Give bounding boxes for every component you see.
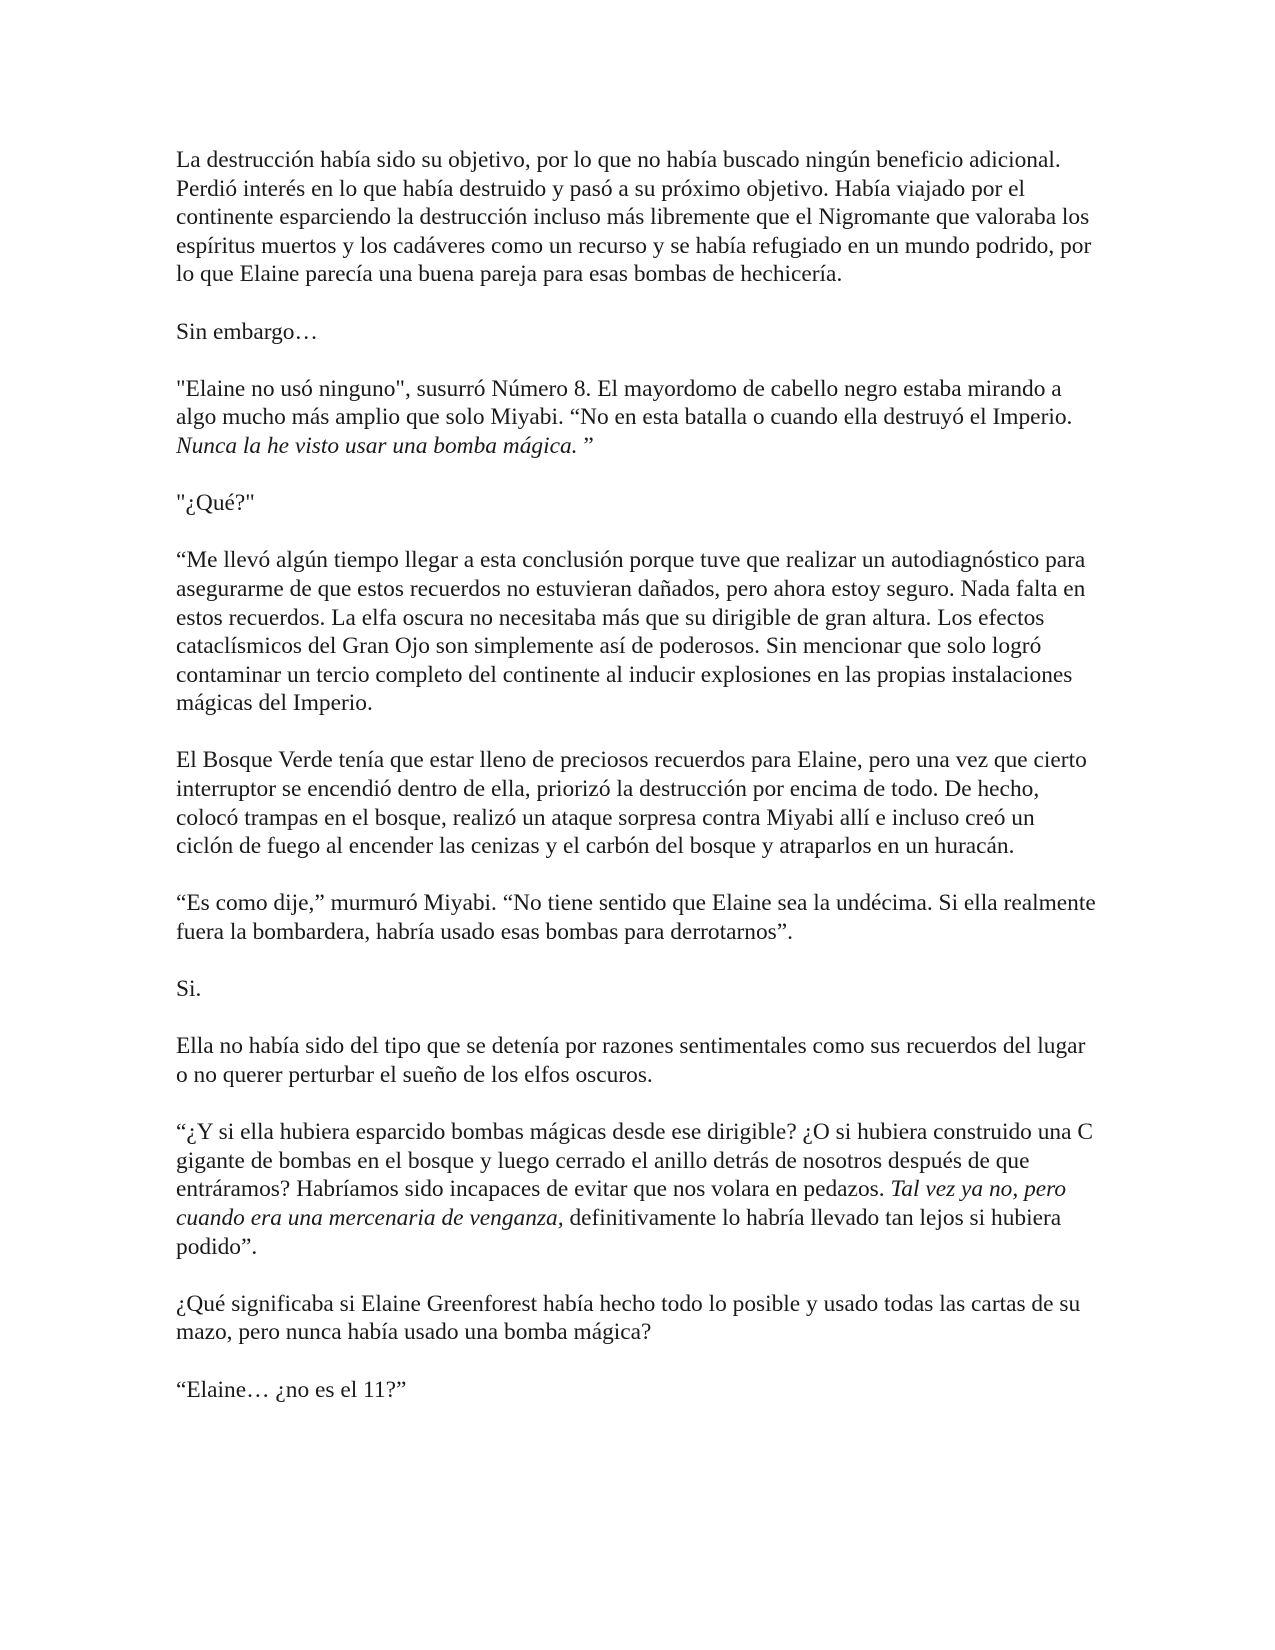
paragraph-text: “Es como dije,” murmuró Miyabi. “No tiene sentido que Elaine sea la undécima. Si ella realmente fuera la bombardera, habría usado esas bombas para derrotarnos”. [176,890,1096,946]
paragraph-text: "¿Qué?" [176,490,255,517]
paragraph-italic-text: Nunca la he visto usar una bomba mágica. [176,432,578,459]
paragraph-10 [176,1118,1096,1261]
paragraph-italic-text: Tal vez ya no, pero cuando era una mercenaria de venganza, [176,1176,1067,1231]
paragraph-text: ” [577,432,594,459]
paragraph-7 [176,889,1096,946]
paragraph-text: La destrucción había sido su objetivo, por lo que no había buscado ningún beneficio adicional. Perdió interés en lo que había destruido y pasó a su próximo objetivo. Había viajado por el continente esparciendo la destrucción incluso más libremente que el Nigromante que valoraba los espíritus muertos y los cadáveres como un recurso y se había refugiado en un mundo podrido, por lo que Elaine parecía una buena pareja para esas bombas de hechicería. [176,147,1092,288]
paragraph-1 [176,146,1096,289]
paragraph-text: “¿Y si ella hubiera esparcido bombas mágicas desde ese dirigible? ¿O si hubiera construido una C gigante de bombas en el bosque y luego cerrado el anillo detrás de nosotros después de que entráramos? Habríamos sido incapaces de evitar que nos volara en pedazos. [176,1119,1093,1203]
paragraph-6 [176,746,1096,860]
paragraph-text: Ella no había sido del tipo que se detenía por razones sentimentales como sus recuerdos del lugar o no querer perturbar el sueño de los elfos oscuros. [176,1033,1086,1088]
paragraph-text: El Bosque Verde tenía que estar lleno de preciosos recuerdos para Elaine, pero una vez que cierto interruptor se encendió dentro de ella, priorizó la destrucción por encima de todo. De hecho, colocó trampas en el bosque, realizó un ataque sorpresa contra Miyabi allí e incluso creó un ciclón de fuego al encender las cenizas y el carbón del bosque y atraparlos en un huracán. [176,747,1087,860]
paragraph-text: “Elaine… ¿no es el 11?” [176,1376,407,1403]
paragraph-text: definitivamente lo habría llevado tan lejos si hubiera podido”. [176,1204,1062,1260]
document-body [176,146,1096,1404]
paragraph-3 [176,375,1096,461]
paragraph-text: Sin embargo… [176,318,318,345]
paragraph-12 [176,1376,1096,1405]
paragraph-5 [176,546,1096,718]
paragraph-text: "Elaine no usó ninguno", susurró Número 8. El mayordomo de cabello negro estaba mirando a algo mucho más amplio que solo Miyabi. “No en esta batalla o cuando ella destruyó el Imperio. [176,375,1073,431]
paragraph-9 [176,1032,1096,1089]
paragraph-text: “Me llevó algún tiempo llegar a esta conclusión porque tuve que realizar un autodiagnóstico para asegurarme de que estos recuerdos no estuvieran dañados, pero ahora estoy seguro. Nada falta en estos recuerdos. La elfa oscura no necesitaba más que su dirigible de gran altura. Los efectos cataclísmicos del Gran Ojo son simplemente así de poderosos. Sin mencionar que solo logró contaminar un tercio completo del continente al inducir explosiones en las propias instalaciones mágicas del Imperio. [176,547,1086,717]
paragraph-text: ¿Qué significaba si Elaine Greenforest había hecho todo lo posible y usado todas las cartas de su mazo, pero nunca había usado una bomba mágica? [176,1290,1081,1346]
paragraph-text: Si. [176,976,202,1003]
paragraph-4 [176,489,1096,518]
paragraph-11 [176,1290,1096,1347]
paragraph-8 [176,975,1096,1004]
paragraph-2 [176,318,1096,347]
